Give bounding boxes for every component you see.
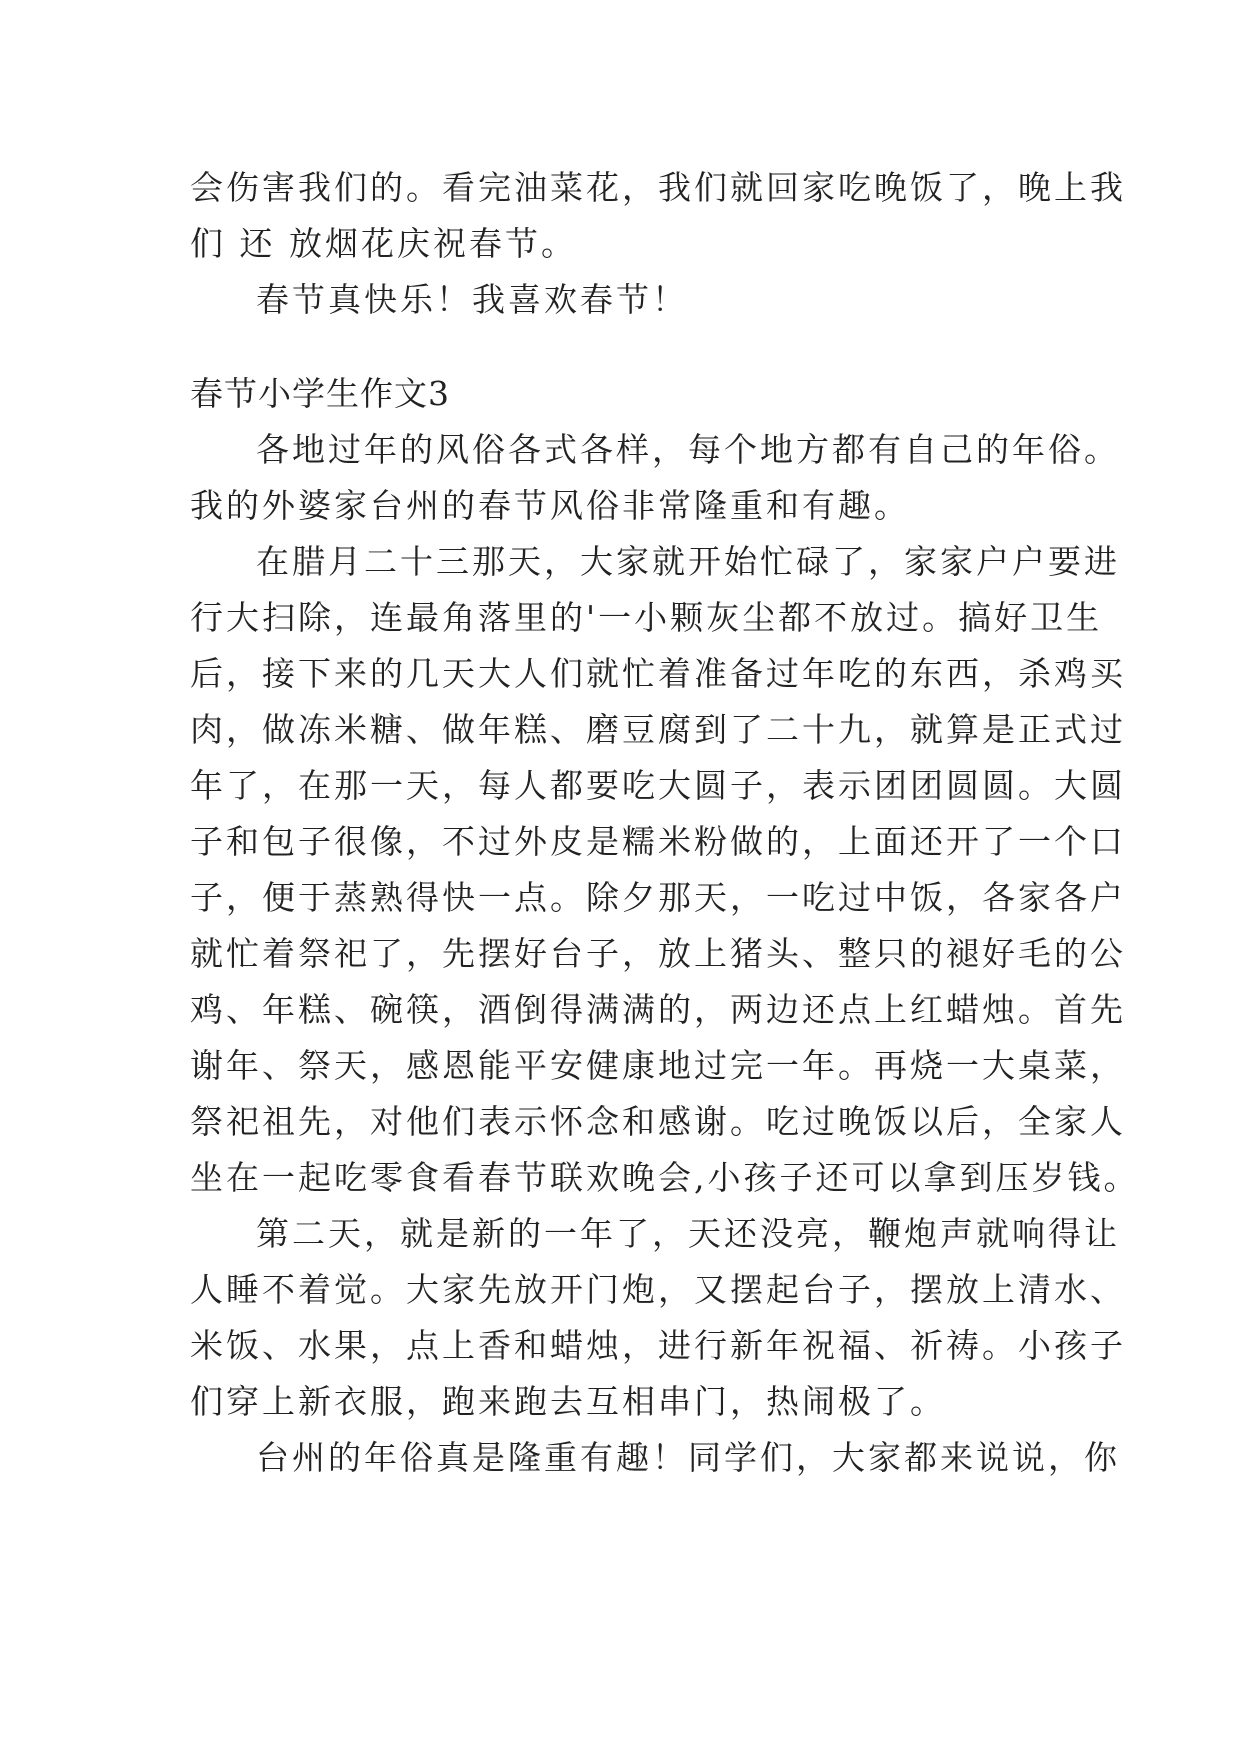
section-title: 春节小学生作文3 bbox=[190, 374, 450, 413]
text-line: 后，接下来的几天大人们就忙着准备过年吃的东西，杀鸡买 bbox=[190, 654, 1126, 693]
text-line: 我的外婆家台州的春节风俗非常隆重和有趣。 bbox=[190, 486, 910, 525]
text-line: 行大扫除，连最角落里的'一小颗灰尘都不放过。搞好卫生 bbox=[190, 598, 1103, 637]
text-line: 人睡不着觉。大家先放开门炮，又摆起台子，摆放上清水、 bbox=[190, 1270, 1126, 1309]
text-line: 台州的年俗真是隆重有趣！同学们，大家都来说说，你 bbox=[256, 1438, 1120, 1477]
text-line: 肉，做冻米糖、做年糕、磨豆腐到了二十九，就算是正式过 bbox=[190, 710, 1126, 749]
text-line: 米饭、水果，点上香和蜡烛，进行新年祝福、祈祷。小孩子 bbox=[190, 1326, 1126, 1365]
text-line: 祭祀祖先，对他们表示怀念和感谢。吃过晚饭以后，全家人 bbox=[190, 1102, 1126, 1141]
text-line: 第二天，就是新的一年了，天还没亮，鞭炮声就响得让 bbox=[256, 1214, 1120, 1253]
text-line: 谢年、祭天，感恩能平安健康地过完一年。再烧一大桌菜， bbox=[190, 1046, 1126, 1085]
text-line: 坐在一起吃零食看春节联欢晚会,小孩子还可以拿到压岁钱。 bbox=[190, 1158, 1140, 1197]
section-gap bbox=[190, 328, 1070, 366]
text-line: 鸡、年糕、碗筷，酒倒得满满的，两边还点上红蜡烛。首先 bbox=[190, 990, 1126, 1029]
text-line: 在腊月二十三那天，大家就开始忙碌了，家家户户要进 bbox=[256, 542, 1120, 581]
text-line: 子，便于蒸熟得快一点。除夕那天，一吃过中饭，各家各户 bbox=[190, 878, 1126, 917]
text-line: 们 还 放烟花庆祝春节。 bbox=[190, 224, 577, 263]
text-line: 们穿上新衣服，跑来跑去互相串门，热闹极了。 bbox=[190, 1382, 946, 1421]
previous-essay-ending bbox=[190, 160, 1126, 328]
text-line: 春节真快乐！我喜欢春节！ bbox=[256, 280, 688, 319]
text-line: 就忙着祭祀了，先摆好台子，放上猪头、整只的褪好毛的公 bbox=[190, 934, 1126, 973]
essay-3-body bbox=[190, 422, 1140, 1486]
text-line: 子和包子很像，不过外皮是糯米粉做的，上面还开了一个口 bbox=[190, 822, 1126, 861]
essay-text bbox=[190, 160, 1140, 1486]
text-line: 年了，在那一天，每人都要吃大圆子，表示团团圆圆。大圆 bbox=[190, 766, 1126, 805]
text-line: 会伤害我们的。看完油菜花，我们就回家吃晚饭了，晚上我 bbox=[190, 168, 1126, 207]
text-line: 各地过年的风俗各式各样，每个地方都有自己的年俗。 bbox=[256, 430, 1120, 469]
